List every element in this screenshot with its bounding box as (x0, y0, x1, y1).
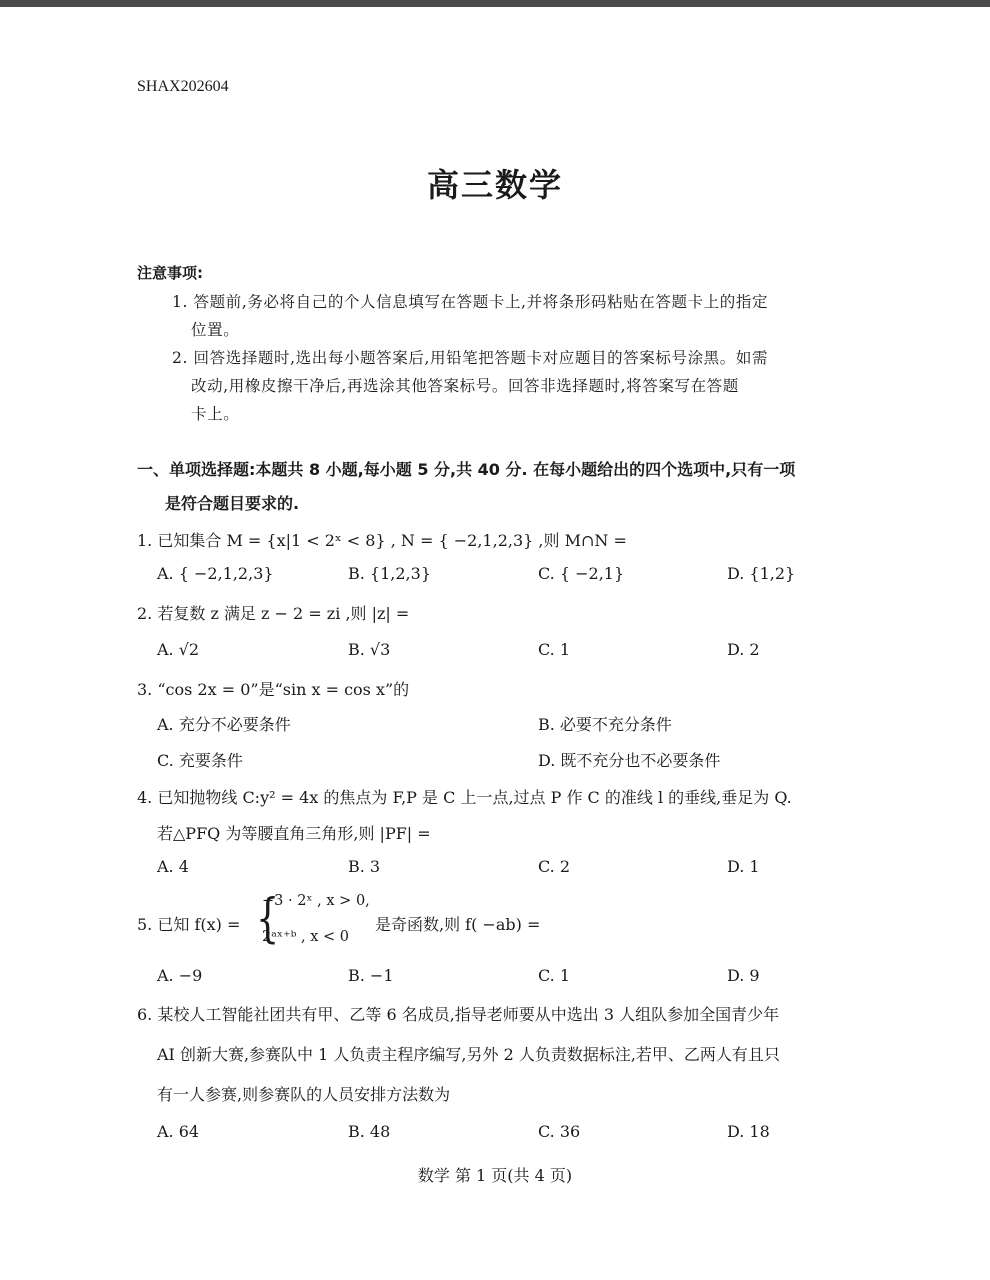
section-1-heading-line-2: 是符合题目要求的. (165, 494, 300, 513)
question-3-option-d: D. 既不充分也不必要条件 (538, 751, 721, 770)
exam-code: SHAX202604 (137, 78, 229, 95)
question-3-option-a: A. 充分不必要条件 (157, 715, 291, 734)
page-title: 高三数学 (426, 166, 563, 204)
question-5-case-1: −3 · 2ˣ , x > 0, (262, 893, 370, 909)
question-2-option-a: A. √2 (157, 640, 200, 659)
question-5-case-2: 2ᵃˣ⁺ᵇ , x < 0 (262, 929, 350, 945)
question-6-option-b: B. 48 (348, 1122, 391, 1141)
notice-item-2-line-3: 卡上。 (191, 405, 240, 423)
notice-item-2-line-2: 改动,用橡皮擦干净后,再选涂其他答案标号。回答非选择题时,将答案写在答题 (191, 377, 739, 395)
question-5-option-a: A. −9 (157, 966, 203, 985)
question-6-stem-line-3: 有一人参赛,则参赛队的人员安排方法数为 (157, 1085, 451, 1104)
question-4-option-b: B. 3 (348, 857, 381, 876)
notice-heading: 注意事项: (137, 264, 203, 282)
question-3-option-b: B. 必要不充分条件 (538, 715, 672, 734)
question-2-option-c: C. 1 (538, 640, 571, 659)
question-6-option-c: C. 36 (538, 1122, 581, 1141)
question-1-option-a: A. { −2,1,2,3} (157, 564, 274, 583)
question-1-stem: 1. 已知集合 M = {x|1 < 2ˣ < 8} , N = { −2,1,2,3} ,则 M∩N = (137, 531, 627, 550)
question-5-stem-prefix: 5. 已知 f(x) = (137, 915, 241, 934)
question-5-option-b: B. −1 (348, 966, 394, 985)
question-4-option-a: A. 4 (157, 857, 189, 876)
question-5-option-c: C. 1 (538, 966, 571, 985)
notice-item-2-line-1: 2. 回答选择题时,选出每小题答案后,用铅笔把答题卡对应题目的答案标号涂黑。如需 (172, 349, 769, 367)
question-3-stem: 3. “cos 2x = 0”是“sin x = cos x”的 (137, 680, 410, 699)
question-4-option-c: C. 2 (538, 857, 571, 876)
question-4-stem-line-2: 若△PFQ 为等腰直角三角形,则 |PF| = (157, 824, 431, 843)
question-2-option-b: B. √3 (348, 640, 391, 659)
question-6-stem-line-2: AI 创新大赛,参赛队中 1 人负责主程序编写,另外 2 人负责数据标注,若甲、乙两人有且只 (157, 1045, 780, 1064)
question-4-stem-line-1: 4. 已知抛物线 C:y² = 4x 的焦点为 F,P 是 C 上一点,过点 P 作 C 的准线 l 的垂线,垂足为 Q. (137, 788, 792, 807)
question-5-stem-suffix: 是奇函数,则 f( −ab) = (375, 915, 541, 934)
page-footer: 数学 第 1 页(共 4 页) (417, 1166, 573, 1185)
notice-item-1-line-2: 位置。 (191, 321, 240, 339)
question-5-option-d: D. 9 (727, 966, 760, 985)
question-3-option-c: C. 充要条件 (157, 751, 243, 770)
question-6-option-d: D. 18 (727, 1122, 770, 1141)
question-1-option-b: B. {1,2,3} (348, 564, 431, 583)
question-1-option-d: D. {1,2} (727, 564, 796, 583)
section-1-heading-line-1: 一、单项选择题:本题共 8 小题,每小题 5 分,共 40 分. 在每小题给出的四个选项中,只有一项 (137, 460, 796, 479)
question-6-stem-line-1: 6. 某校人工智能社团共有甲、乙等 6 名成员,指导老师要从中选出 3 人组队参加全国青少年 (137, 1005, 780, 1024)
top-border (0, 0, 990, 7)
question-2-option-d: D. 2 (727, 640, 760, 659)
question-1-option-c: C. { −2,1} (538, 564, 625, 583)
piecewise-brace: { (255, 889, 280, 949)
question-4-option-d: D. 1 (727, 857, 760, 876)
notice-item-1-line-1: 1. 答题前,务必将自己的个人信息填写在答题卡上,并将条形码粘贴在答题卡上的指定 (172, 293, 769, 311)
question-2-stem: 2. 若复数 z 满足 z − 2 = zi ,则 |z| = (137, 604, 410, 623)
question-6-option-a: A. 64 (157, 1122, 200, 1141)
